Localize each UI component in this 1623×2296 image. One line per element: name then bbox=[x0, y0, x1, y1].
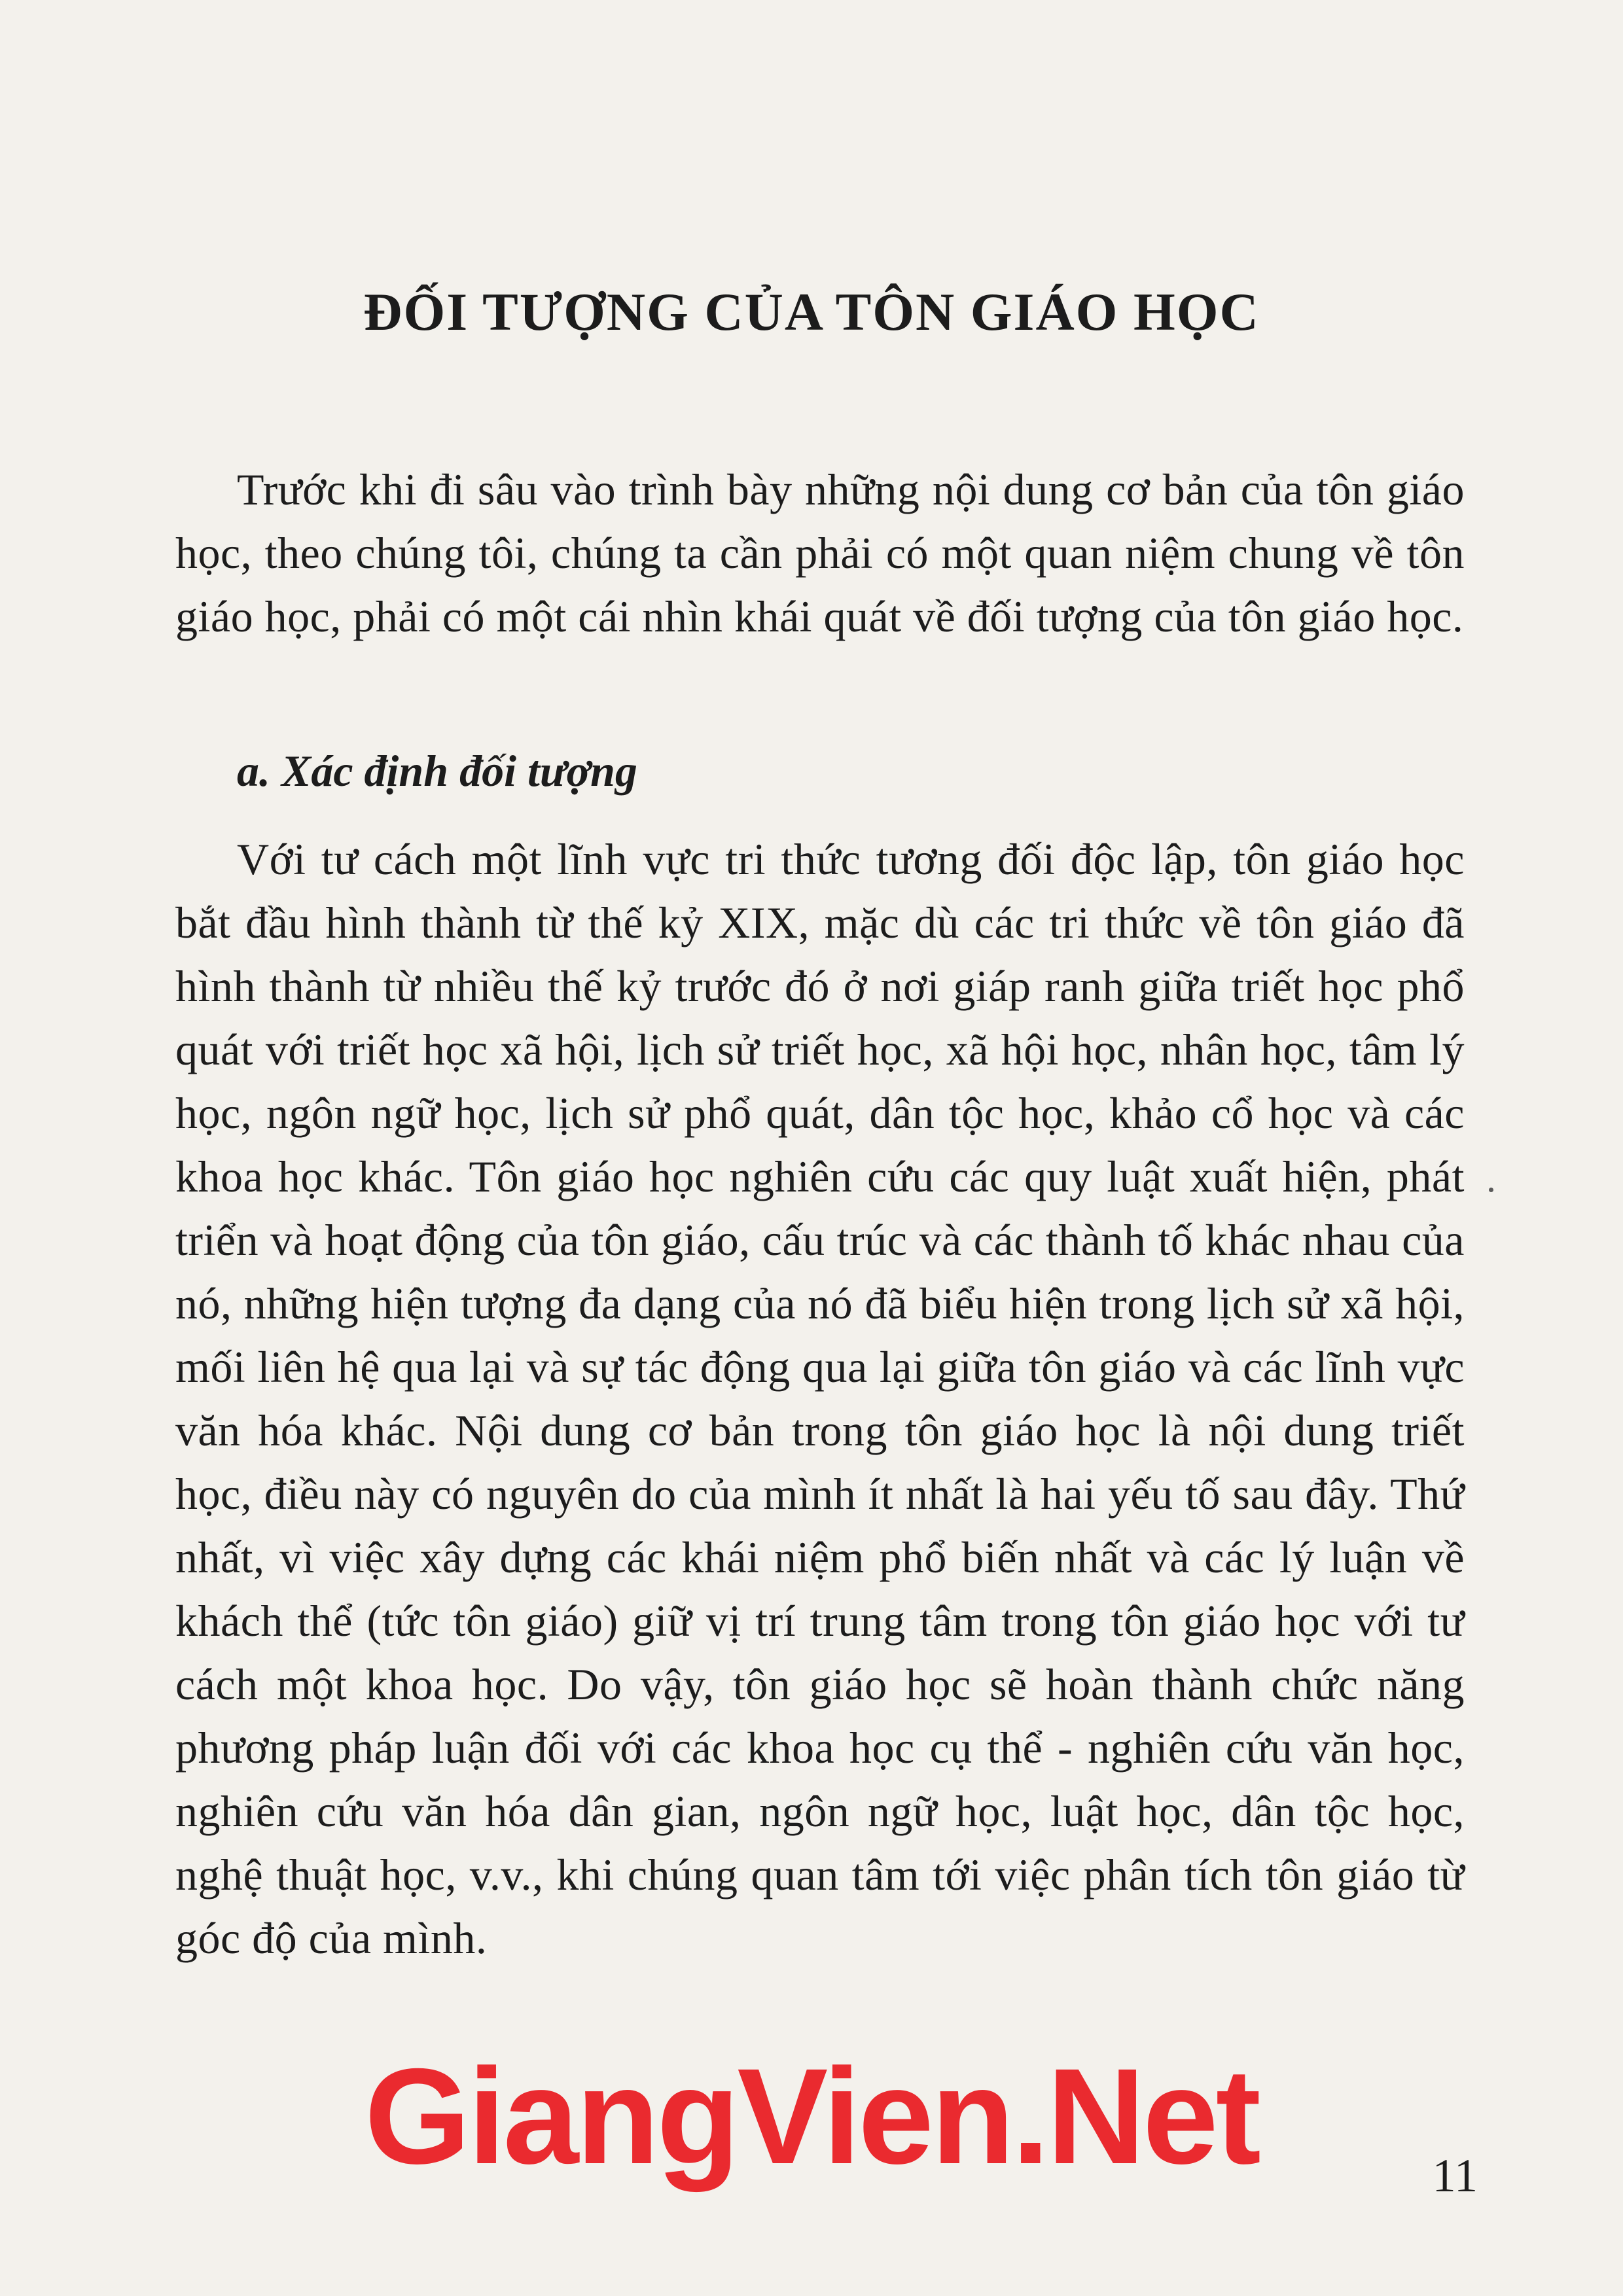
chapter-title: ĐỐI TƯỢNG CỦA TÔN GIÁO HỌC bbox=[363, 282, 1260, 342]
body-paragraph: Với tư cách một lĩnh vực tri thức tương đối độc lập, tôn giáo học bắt đầu hình thành từ thế kỷ XIX, mặc dù các tri thức về tôn giáo đã hình thành từ nhiều thế kỷ trước đó ở nơi giáp ranh giữa triết học phổ quát với triết học xã hội, lịch sử triết học, xã hội học, nhân học, tâm lý học, ngôn ngữ học, lịch sử phổ quát, dân tộc học, khảo cổ học và các khoa học khác. Tôn giáo học nghiên cứu các quy luật xuất hiện, phát triển và hoạt động của tôn giáo, cấu trúc và các thành tố khác nhau của nó, những hiện tượng đa dạng của nó đã biểu hiện trong lịch sử xã hội, mối liên hệ qua lại và sự tác động qua lại giữa tôn giáo và các lĩnh vực văn hóa khác. Nội dung cơ bản trong tôn giáo học là nội dung triết học, điều này có nguyên do của mình ít nhất là hai yếu tố sau đây. Thứ nhất, vì việc xây dựng các khái niệm phổ biến nhất và các lý luận về khách thể (tức tôn giáo) giữ vị trí trung tâm trong tôn giáo học với tư cách một khoa học. Do vậy, tôn giáo học sẽ hoàn thành chức năng phương pháp luận đối với các khoa học cụ thể - nghiên cứu văn học, nghiên cứu văn hóa dân gian, ngôn ngữ học, luật học, dân tộc học, nghệ thuật học, v.v., khi chúng quan tâm tới việc phân tích tôn giáo từ góc độ của mình. bbox=[175, 834, 1465, 1963]
page-number: 11 bbox=[1432, 2149, 1478, 2202]
intro-section bbox=[175, 458, 1465, 648]
section-heading: a. Xác định đối tượng bbox=[237, 746, 637, 796]
body-section bbox=[175, 828, 1465, 1970]
scan-speck bbox=[1489, 1188, 1493, 1192]
watermark-logo: GiangVien.Net bbox=[365, 2041, 1258, 2193]
intro-paragraph: Trước khi đi sâu vào trình bày những nội dung cơ bản của tôn giáo học, theo chúng tôi, chúng ta cần phải có một quan niệm chung về tôn giáo học, phải có một cái nhìn khái quát về đối tượng của tôn giáo học. bbox=[175, 465, 1465, 641]
